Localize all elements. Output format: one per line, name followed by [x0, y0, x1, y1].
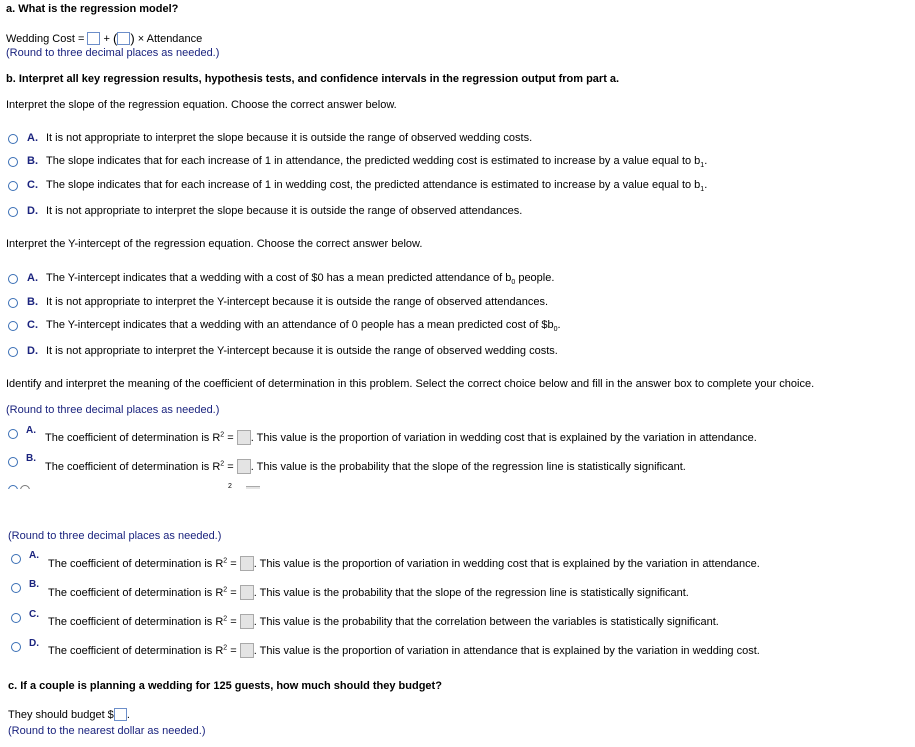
- cod-prefix: The coefficient of determination is R: [48, 558, 224, 570]
- cod-eq: =: [224, 461, 234, 473]
- option-text: The Y-intercept indicates that a wedding with a cost of $0 has a mean predicted attendance of b: [46, 272, 512, 284]
- radio-button[interactable]: [8, 274, 18, 284]
- part-a-round-note: (Round to three decimal places as needed.): [6, 47, 220, 59]
- option-text-wrap: [48, 585, 689, 600]
- budget-prefix: They should budget $: [8, 709, 114, 721]
- intercept-question: Interpret the Y-intercept of the regression equation. Choose the correct answer below.: [6, 238, 423, 250]
- cod-sup: 2: [223, 557, 228, 565]
- radio-button[interactable]: [11, 554, 21, 564]
- radio-button: [8, 485, 18, 489]
- budget-input[interactable]: [114, 708, 127, 721]
- cod-sup: 2: [220, 431, 225, 439]
- cod-question: Identify and interpret the meaning of the coefficient of determination in this problem. Select the correct choice below and fill in the answer box to complete your choice.: [6, 378, 815, 390]
- option-tail: .: [704, 155, 708, 167]
- option-sub: 0: [511, 279, 516, 287]
- radio-button[interactable]: [11, 583, 21, 593]
- cod-sup: 2: [220, 460, 225, 468]
- option-sub: 1: [700, 186, 705, 194]
- radio-button[interactable]: [8, 181, 18, 191]
- option-letter: B.: [27, 296, 38, 308]
- cod-input[interactable]: [237, 459, 251, 474]
- cod-input[interactable]: [240, 585, 254, 600]
- option-text: The slope indicates that for each increase of 1 in attendance, the predicted wedding cost is estimated to increase by a value equal to b: [46, 155, 701, 167]
- option-letter: A.: [26, 425, 36, 436]
- option-tail: .: [557, 319, 561, 331]
- option-text-wrap: [46, 179, 707, 193]
- option-text: It is not appropriate to interpret the Y-intercept because it is outside the range of observed wedding costs.: [46, 345, 558, 357]
- option-tail: .: [704, 179, 708, 191]
- option-text: It is not appropriate to interpret the Y-intercept because it is outside the range of observed attendances.: [46, 296, 549, 308]
- radio-button[interactable]: [8, 157, 18, 167]
- radio-button[interactable]: [8, 429, 18, 439]
- option-letter: D.: [27, 345, 38, 357]
- cod-eq: =: [227, 558, 237, 570]
- option-text: It is not appropriate to interpret the slope because it is outside the range of observed wedding costs.: [46, 132, 533, 144]
- option-sub: 0: [553, 326, 558, 334]
- option-letter: B.: [27, 155, 38, 167]
- radio-button[interactable]: [8, 347, 18, 357]
- budget-period: .: [126, 709, 130, 721]
- option-text-wrap: [45, 430, 757, 445]
- cod-prefix: The coefficient of determination is R: [48, 645, 224, 657]
- cod-input[interactable]: [240, 556, 254, 571]
- option-tail: people.: [515, 272, 555, 284]
- cod-prefix: The coefficient of determination is R: [48, 616, 224, 628]
- cod-sup: 2: [228, 483, 232, 489]
- option-text: . This value is the proportion of variation in attendance that is explained by the variation in wedding cost.: [253, 645, 760, 657]
- radio-button[interactable]: [8, 457, 18, 467]
- cod-prefix: The coefficient of determination is R: [45, 432, 221, 444]
- option-text-wrap: [48, 614, 719, 629]
- option-letter: C.: [29, 609, 39, 620]
- option-letter: A.: [29, 550, 39, 561]
- option-text: The slope indicates that for each increase of 1 in wedding cost, the predicted attendance is estimated to increase by a value equal to b: [46, 179, 701, 191]
- clipped-row: [0, 480, 270, 489]
- cod-sup: 2: [223, 615, 228, 623]
- cod-input[interactable]: [240, 643, 254, 658]
- cod-input[interactable]: [237, 430, 251, 445]
- cod-round-note: (Round to three decimal places as needed.): [6, 404, 220, 416]
- radio-button[interactable]: [11, 613, 21, 623]
- option-text: . This value is the probability that the slope of the regression line is statistically significant.: [250, 461, 686, 473]
- radio-button[interactable]: [8, 321, 18, 331]
- option-letter: C.: [27, 179, 38, 191]
- option-letter: B.: [26, 453, 36, 464]
- cod-eq: =: [224, 432, 234, 444]
- model-lhs: Wedding Cost =: [6, 33, 85, 45]
- cod-sup: 2: [223, 644, 228, 652]
- cod-input[interactable]: [240, 614, 254, 629]
- cod-eq: =: [227, 616, 237, 628]
- option-letter: D.: [29, 638, 39, 649]
- intercept-input[interactable]: [87, 32, 100, 45]
- cod-prefix: The coefficient of determination is R: [45, 461, 221, 473]
- option-letter: B.: [29, 579, 39, 590]
- part-c-question: c. If a couple is planning a wedding for 125 guests, how much should they budget?: [8, 680, 442, 692]
- cod-eq: =: [227, 645, 237, 657]
- open-paren: (: [113, 31, 118, 46]
- plus-sign: +: [103, 33, 110, 45]
- radio-button[interactable]: [11, 642, 21, 652]
- option-text: . This value is the probability that the slope of the regression line is statistically significant.: [253, 587, 689, 599]
- option-letter: A.: [27, 272, 38, 284]
- part-c-round-note: (Round to the nearest dollar as needed.): [8, 725, 206, 737]
- option-text-wrap: [48, 643, 760, 658]
- part-b-header: b. Interpret all key regression results, hypothesis tests, and confidence intervals in the regression output from part a.: [6, 73, 620, 85]
- cod-eq: =: [227, 587, 237, 599]
- radio-button[interactable]: [8, 207, 18, 217]
- option-text: The Y-intercept indicates that a wedding with an attendance of 0 people has a mean predicted cost of $b: [46, 319, 554, 331]
- budget-row: [8, 708, 130, 721]
- cod-prefix: The coefficient of determination is R: [48, 587, 224, 599]
- option-letter: A.: [27, 132, 38, 144]
- cod-round-note-2: (Round to three decimal places as needed.): [8, 530, 222, 542]
- radio-button: [20, 485, 30, 489]
- option-text-wrap: [48, 556, 760, 571]
- option-text-wrap: [45, 459, 686, 474]
- option-sub: 1: [700, 162, 705, 170]
- option-text: . This value is the probability that the correlation between the variables is statistically significant.: [253, 616, 719, 628]
- option-text-wrap: [46, 272, 554, 286]
- radio-button[interactable]: [8, 298, 18, 308]
- part-a-question: a. What is the regression model?: [6, 3, 179, 15]
- option-text-wrap: [46, 155, 707, 169]
- regression-model-row: [6, 31, 202, 46]
- slope-input[interactable]: [117, 32, 130, 45]
- option-text-wrap: [46, 319, 561, 333]
- radio-button[interactable]: [8, 134, 18, 144]
- option-text: . This value is the proportion of variation in wedding cost that is explained by the variation in attendance.: [250, 432, 757, 444]
- times-attendance: × Attendance: [137, 33, 203, 45]
- option-letter: D.: [27, 205, 38, 217]
- option-text: . This value is the proportion of variation in wedding cost that is explained by the variation in attendance.: [253, 558, 760, 570]
- cod-input: [246, 486, 260, 489]
- slope-question: Interpret the slope of the regression equation. Choose the correct answer below.: [6, 99, 397, 111]
- cod-sup: 2: [223, 586, 228, 594]
- option-letter: C.: [27, 319, 38, 331]
- close-paren: ): [130, 31, 135, 46]
- option-text: It is not appropriate to interpret the slope because it is outside the range of observed attendances.: [46, 205, 523, 217]
